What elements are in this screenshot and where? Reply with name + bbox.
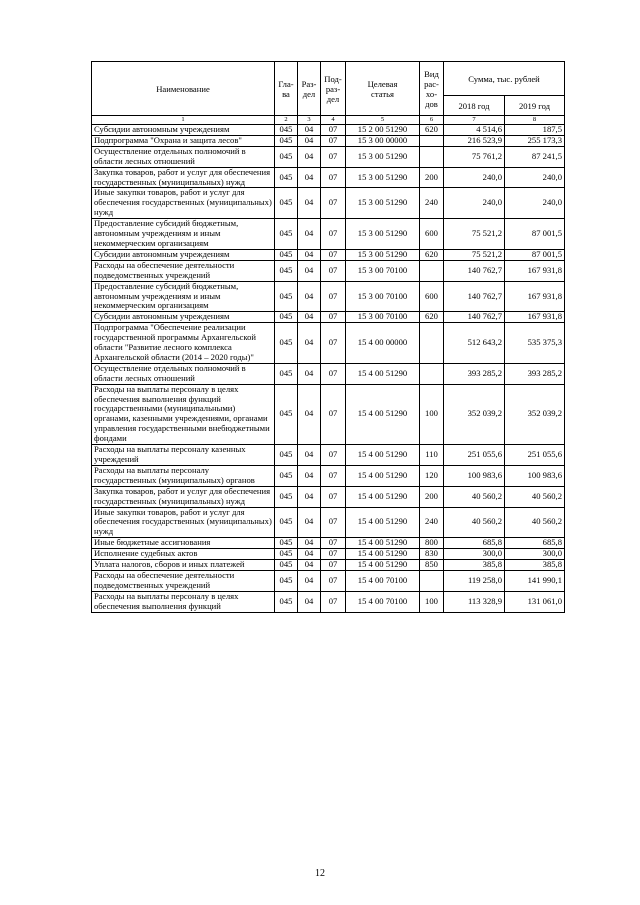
row-sum-2018: 216 523,9 bbox=[444, 135, 505, 146]
header-glava: Гла- ва bbox=[275, 62, 298, 116]
table-row bbox=[92, 167, 565, 188]
row-sum-2018: 75 761,2 bbox=[444, 146, 505, 167]
table-row bbox=[92, 465, 565, 486]
row-razdel: 04 bbox=[298, 125, 321, 136]
table-row bbox=[92, 323, 565, 364]
row-target: 15 4 00 51290 bbox=[346, 363, 420, 384]
row-target: 15 4 00 51290 bbox=[346, 549, 420, 560]
row-target: 15 4 00 51290 bbox=[346, 486, 420, 507]
row-sum-2019: 685,8 bbox=[505, 538, 565, 549]
row-podrazdel: 07 bbox=[321, 560, 346, 571]
row-sum-2018: 40 560,2 bbox=[444, 507, 505, 538]
row-vid: 620 bbox=[420, 249, 444, 260]
table-row bbox=[92, 538, 565, 549]
row-glava: 045 bbox=[275, 549, 298, 560]
row-razdel: 04 bbox=[298, 281, 321, 312]
row-podrazdel: 07 bbox=[321, 167, 346, 188]
row-sum-2018: 40 560,2 bbox=[444, 486, 505, 507]
row-glava: 045 bbox=[275, 560, 298, 571]
table-row bbox=[92, 312, 565, 323]
row-podrazdel: 07 bbox=[321, 445, 346, 466]
column-number: 5 bbox=[346, 116, 420, 125]
row-sum-2018: 113 328,9 bbox=[444, 591, 505, 612]
row-razdel: 04 bbox=[298, 249, 321, 260]
row-vid bbox=[420, 323, 444, 364]
row-name: Субсидии автономным учреждениям bbox=[92, 249, 275, 260]
row-vid: 200 bbox=[420, 167, 444, 188]
table-row bbox=[92, 135, 565, 146]
table-row bbox=[92, 549, 565, 560]
row-sum-2018: 385,8 bbox=[444, 560, 505, 571]
header-2019: 2019 год bbox=[505, 96, 565, 116]
header-target: Целевая статья bbox=[346, 62, 420, 116]
row-sum-2018: 100 983,6 bbox=[444, 465, 505, 486]
row-razdel: 04 bbox=[298, 167, 321, 188]
row-razdel: 04 bbox=[298, 188, 321, 219]
row-glava: 045 bbox=[275, 188, 298, 219]
row-vid bbox=[420, 570, 444, 591]
table-row bbox=[92, 125, 565, 136]
row-vid: 240 bbox=[420, 507, 444, 538]
table-row bbox=[92, 445, 565, 466]
table-row bbox=[92, 570, 565, 591]
row-podrazdel: 07 bbox=[321, 219, 346, 250]
row-sum-2019: 87 001,5 bbox=[505, 249, 565, 260]
row-sum-2019: 385,8 bbox=[505, 560, 565, 571]
row-name: Расходы на выплаты персоналу казенных учреждений bbox=[92, 445, 275, 466]
row-glava: 045 bbox=[275, 570, 298, 591]
row-name: Субсидии автономным учреждениям bbox=[92, 125, 275, 136]
row-vid: 120 bbox=[420, 465, 444, 486]
row-sum-2019: 393 285,2 bbox=[505, 363, 565, 384]
table-row bbox=[92, 249, 565, 260]
row-name: Уплата налогов, сборов и иных платежей bbox=[92, 560, 275, 571]
row-vid bbox=[420, 135, 444, 146]
row-target: 15 3 00 70100 bbox=[346, 312, 420, 323]
row-glava: 045 bbox=[275, 249, 298, 260]
row-razdel: 04 bbox=[298, 560, 321, 571]
row-name: Иные бюджетные ассигнования bbox=[92, 538, 275, 549]
row-vid: 620 bbox=[420, 125, 444, 136]
row-name: Расходы на выплаты персоналу государственных (муниципальных) органов bbox=[92, 465, 275, 486]
page-number: 12 bbox=[315, 868, 325, 879]
row-name: Иные закупки товаров, работ и услуг для обеспечения государственных (муниципальных) нужд bbox=[92, 188, 275, 219]
row-target: 15 3 00 00000 bbox=[346, 135, 420, 146]
row-vid bbox=[420, 146, 444, 167]
row-sum-2018: 140 762,7 bbox=[444, 260, 505, 281]
row-sum-2018: 75 521,2 bbox=[444, 249, 505, 260]
row-target: 15 3 00 51290 bbox=[346, 188, 420, 219]
table-row bbox=[92, 219, 565, 250]
row-vid: 110 bbox=[420, 445, 444, 466]
row-target: 15 4 00 51290 bbox=[346, 445, 420, 466]
header-2018: 2018 год bbox=[444, 96, 505, 116]
row-razdel: 04 bbox=[298, 538, 321, 549]
row-podrazdel: 07 bbox=[321, 312, 346, 323]
row-podrazdel: 07 bbox=[321, 465, 346, 486]
row-razdel: 04 bbox=[298, 507, 321, 538]
row-glava: 045 bbox=[275, 125, 298, 136]
row-razdel: 04 bbox=[298, 219, 321, 250]
row-vid bbox=[420, 363, 444, 384]
table-row bbox=[92, 188, 565, 219]
column-number: 4 bbox=[321, 116, 346, 125]
row-vid bbox=[420, 260, 444, 281]
row-target: 15 3 00 51290 bbox=[346, 167, 420, 188]
header-vid: Вид рас- хо- дов bbox=[420, 62, 444, 116]
row-glava: 045 bbox=[275, 135, 298, 146]
row-target: 15 3 00 51290 bbox=[346, 146, 420, 167]
row-glava: 045 bbox=[275, 146, 298, 167]
row-podrazdel: 07 bbox=[321, 146, 346, 167]
row-sum-2019: 352 039,2 bbox=[505, 384, 565, 444]
row-glava: 045 bbox=[275, 486, 298, 507]
row-razdel: 04 bbox=[298, 591, 321, 612]
table-row bbox=[92, 260, 565, 281]
table-row bbox=[92, 384, 565, 444]
row-sum-2019: 240,0 bbox=[505, 188, 565, 219]
row-podrazdel: 07 bbox=[321, 260, 346, 281]
header-razdel: Раз- дел bbox=[298, 62, 321, 116]
row-target: 15 4 00 51290 bbox=[346, 560, 420, 571]
row-razdel: 04 bbox=[298, 445, 321, 466]
row-glava: 045 bbox=[275, 465, 298, 486]
row-sum-2018: 685,8 bbox=[444, 538, 505, 549]
row-sum-2018: 140 762,7 bbox=[444, 281, 505, 312]
row-vid: 600 bbox=[420, 281, 444, 312]
row-sum-2019: 87 001,5 bbox=[505, 219, 565, 250]
row-glava: 045 bbox=[275, 538, 298, 549]
column-number: 1 bbox=[92, 116, 275, 125]
row-podrazdel: 07 bbox=[321, 249, 346, 260]
header-podrazdel: Под- раз- дел bbox=[321, 62, 346, 116]
row-sum-2018: 4 514,6 bbox=[444, 125, 505, 136]
row-glava: 045 bbox=[275, 323, 298, 364]
row-name: Закупка товаров, работ и услуг для обеспечения государственных (муниципальных) нужд bbox=[92, 167, 275, 188]
row-name: Субсидии автономным учреждениям bbox=[92, 312, 275, 323]
row-razdel: 04 bbox=[298, 384, 321, 444]
row-target: 15 3 00 70100 bbox=[346, 260, 420, 281]
row-vid: 800 bbox=[420, 538, 444, 549]
table-row bbox=[92, 591, 565, 612]
row-glava: 045 bbox=[275, 281, 298, 312]
row-sum-2018: 352 039,2 bbox=[444, 384, 505, 444]
row-sum-2018: 251 055,6 bbox=[444, 445, 505, 466]
row-sum-2019: 167 931,8 bbox=[505, 260, 565, 281]
row-glava: 045 bbox=[275, 167, 298, 188]
row-sum-2018: 119 258,0 bbox=[444, 570, 505, 591]
table-row bbox=[92, 146, 565, 167]
row-vid: 830 bbox=[420, 549, 444, 560]
row-sum-2019: 131 061,0 bbox=[505, 591, 565, 612]
row-podrazdel: 07 bbox=[321, 591, 346, 612]
column-number: 3 bbox=[298, 116, 321, 125]
row-target: 15 4 00 51290 bbox=[346, 538, 420, 549]
row-target: 15 4 00 51290 bbox=[346, 507, 420, 538]
row-sum-2019: 40 560,2 bbox=[505, 507, 565, 538]
row-sum-2018: 75 521,2 bbox=[444, 219, 505, 250]
row-sum-2019: 100 983,6 bbox=[505, 465, 565, 486]
row-sum-2018: 512 643,2 bbox=[444, 323, 505, 364]
row-name: Расходы на выплаты персоналу в целях обеспечения выполнения функций bbox=[92, 591, 275, 612]
row-vid: 100 bbox=[420, 384, 444, 444]
row-sum-2019: 167 931,8 bbox=[505, 281, 565, 312]
row-glava: 045 bbox=[275, 384, 298, 444]
row-podrazdel: 07 bbox=[321, 486, 346, 507]
row-sum-2019: 141 990,1 bbox=[505, 570, 565, 591]
row-sum-2018: 140 762,7 bbox=[444, 312, 505, 323]
row-vid: 600 bbox=[420, 219, 444, 250]
row-podrazdel: 07 bbox=[321, 188, 346, 219]
row-razdel: 04 bbox=[298, 570, 321, 591]
column-number: 8 bbox=[505, 116, 565, 125]
row-sum-2018: 240,0 bbox=[444, 167, 505, 188]
row-glava: 045 bbox=[275, 312, 298, 323]
row-name: Иные закупки товаров, работ и услуг для обеспечения государственных (муниципальных) нужд bbox=[92, 507, 275, 538]
row-target: 15 4 00 51290 bbox=[346, 465, 420, 486]
row-podrazdel: 07 bbox=[321, 507, 346, 538]
row-podrazdel: 07 bbox=[321, 323, 346, 364]
row-glava: 045 bbox=[275, 445, 298, 466]
row-podrazdel: 07 bbox=[321, 570, 346, 591]
row-podrazdel: 07 bbox=[321, 384, 346, 444]
row-sum-2018: 300,0 bbox=[444, 549, 505, 560]
row-sum-2018: 393 285,2 bbox=[444, 363, 505, 384]
row-sum-2019: 251 055,6 bbox=[505, 445, 565, 466]
row-vid: 200 bbox=[420, 486, 444, 507]
row-podrazdel: 07 bbox=[321, 125, 346, 136]
row-razdel: 04 bbox=[298, 486, 321, 507]
row-name: Подпрограмма "Охрана и защита лесов" bbox=[92, 135, 275, 146]
row-name: Предоставление субсидий бюджетным, автономным учреждениям и иным некоммерческим организациям bbox=[92, 219, 275, 250]
row-razdel: 04 bbox=[298, 312, 321, 323]
row-name: Осуществление отдельных полномочий в области лесных отношений bbox=[92, 146, 275, 167]
row-razdel: 04 bbox=[298, 260, 321, 281]
row-sum-2019: 187,5 bbox=[505, 125, 565, 136]
header-sum: Сумма, тыс. рублей bbox=[444, 62, 565, 96]
table-row bbox=[92, 363, 565, 384]
row-name: Расходы на обеспечение деятельности подведомственных учреждений bbox=[92, 260, 275, 281]
header-name: Наименование bbox=[92, 62, 275, 116]
row-target: 15 2 00 51290 bbox=[346, 125, 420, 136]
row-sum-2019: 535 375,3 bbox=[505, 323, 565, 364]
row-podrazdel: 07 bbox=[321, 281, 346, 312]
column-numbers-row bbox=[92, 116, 565, 125]
row-podrazdel: 07 bbox=[321, 135, 346, 146]
table-row bbox=[92, 560, 565, 571]
column-number: 7 bbox=[444, 116, 505, 125]
row-target: 15 4 00 00000 bbox=[346, 323, 420, 364]
row-name: Закупка товаров, работ и услуг для обеспечения государственных (муниципальных) нужд bbox=[92, 486, 275, 507]
row-vid: 620 bbox=[420, 312, 444, 323]
row-razdel: 04 bbox=[298, 549, 321, 560]
row-glava: 045 bbox=[275, 260, 298, 281]
row-sum-2019: 240,0 bbox=[505, 167, 565, 188]
table-row bbox=[92, 281, 565, 312]
column-number: 6 bbox=[420, 116, 444, 125]
row-razdel: 04 bbox=[298, 146, 321, 167]
row-name: Расходы на обеспечение деятельности подведомственных учреждений bbox=[92, 570, 275, 591]
row-name: Подпрограмма "Обеспечение реализации государственной программы Архангельской области "Развитие лесного комплекса Архангельской области (2014 – 2020 годы)" bbox=[92, 323, 275, 364]
row-glava: 045 bbox=[275, 591, 298, 612]
row-podrazdel: 07 bbox=[321, 363, 346, 384]
row-razdel: 04 bbox=[298, 135, 321, 146]
row-sum-2019: 87 241,5 bbox=[505, 146, 565, 167]
row-glava: 045 bbox=[275, 219, 298, 250]
row-razdel: 04 bbox=[298, 323, 321, 364]
row-sum-2019: 300,0 bbox=[505, 549, 565, 560]
row-target: 15 3 00 51290 bbox=[346, 219, 420, 250]
row-target: 15 4 00 70100 bbox=[346, 570, 420, 591]
row-vid: 240 bbox=[420, 188, 444, 219]
row-podrazdel: 07 bbox=[321, 538, 346, 549]
row-name: Исполнение судебных актов bbox=[92, 549, 275, 560]
budget-table bbox=[91, 61, 565, 613]
row-sum-2018: 240,0 bbox=[444, 188, 505, 219]
row-name: Осуществление отдельных полномочий в области лесных отношений bbox=[92, 363, 275, 384]
row-sum-2019: 167 931,8 bbox=[505, 312, 565, 323]
row-target: 15 3 00 51290 bbox=[346, 249, 420, 260]
row-razdel: 04 bbox=[298, 363, 321, 384]
table-row bbox=[92, 507, 565, 538]
row-razdel: 04 bbox=[298, 465, 321, 486]
row-podrazdel: 07 bbox=[321, 549, 346, 560]
row-target: 15 4 00 70100 bbox=[346, 591, 420, 612]
row-name: Предоставление субсидий бюджетным, автономным учреждениям и иным некоммерческим организациям bbox=[92, 281, 275, 312]
column-number: 2 bbox=[275, 116, 298, 125]
row-vid: 100 bbox=[420, 591, 444, 612]
row-target: 15 3 00 70100 bbox=[346, 281, 420, 312]
table-row bbox=[92, 486, 565, 507]
row-vid: 850 bbox=[420, 560, 444, 571]
row-glava: 045 bbox=[275, 363, 298, 384]
row-name: Расходы на выплаты персоналу в целях обеспечения выполнения функций государственными (муниципальными) органами, казенными учреждениями, органами управления государственными внебюджетными фондами bbox=[92, 384, 275, 444]
row-sum-2019: 40 560,2 bbox=[505, 486, 565, 507]
table-body bbox=[92, 125, 565, 613]
row-sum-2019: 255 173,3 bbox=[505, 135, 565, 146]
row-glava: 045 bbox=[275, 507, 298, 538]
row-target: 15 4 00 51290 bbox=[346, 384, 420, 444]
